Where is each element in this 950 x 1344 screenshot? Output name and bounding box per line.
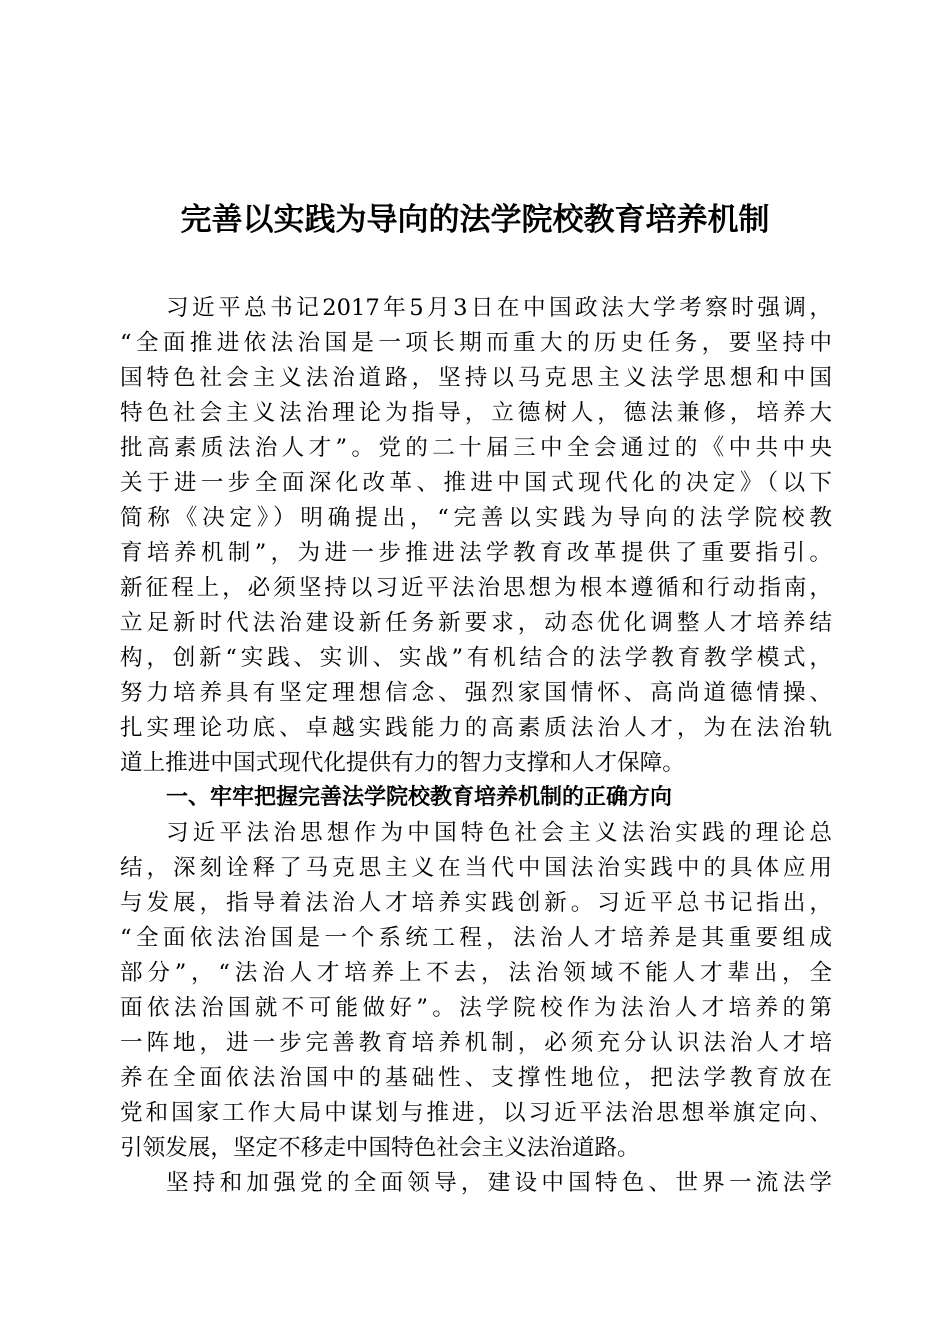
paragraph-1-line: 习近平总书记2017年5月3日在中国政法大学考察时强调， [166, 295, 832, 321]
paragraph-1-line: 简称《决定》）明确提出，“完善以实践为导向的法学院校教 [120, 505, 832, 531]
paragraph-1-line: 国特色社会主义法治道路，坚持以马克思主义法学思想和中国 [120, 365, 832, 391]
paragraph-1-line: 特色社会主义法治理论为指导，立德树人，德法兼修，培养大 [120, 400, 832, 426]
paragraph-1-line: 育培养机制”，为进一步推进法学教育改革提供了重要指引。 [120, 540, 832, 566]
paragraph-1-line: 立足新时代法治建设新任务新要求，动态优化调整人才培养结 [120, 610, 832, 636]
paragraph-1-line: 批高素质法治人才”。党的二十届三中全会通过的《中共中央 [120, 435, 832, 461]
paragraph-2-line: 习近平法治思想作为中国特色社会主义法治实践的理论总 [166, 820, 832, 846]
paragraph-3-line: 坚持和加强党的全面领导，建设中国特色、世界一流法学 [166, 1170, 832, 1196]
paragraph-2-line: 面依法治国就不可能做好”。法学院校作为法治人才培养的第 [120, 995, 832, 1021]
paragraph-2-line: 养在全面依法治国中的基础性、支撑性地位，把法学教育放在 [120, 1065, 832, 1091]
paragraph-1-line: 努力培养具有坚定理想信念、强烈家国情怀、高尚道德情操、 [120, 680, 832, 706]
paragraph-2-line: 党和国家工作大局中谋划与推进，以习近平法治思想举旗定向、 [120, 1100, 832, 1126]
paragraph-1-line: 扎实理论功底、卓越实践能力的高素质法治人才，为在法治轨 [120, 715, 832, 741]
section-heading: 一、牢牢把握完善法学院校教育培养机制的正确方向 [166, 785, 673, 810]
paragraph-1-line: 关于进一步全面深化改革、推进中国式现代化的决定》（以下 [120, 470, 832, 496]
paragraph-1-line: 构，创新“实践、实训、实战”有机结合的法学教育教学模式， [120, 645, 832, 671]
paragraph-2-line: 结，深刻诠释了马克思主义在当代中国法治实践中的具体应用 [120, 855, 832, 881]
document-title: 完善以实践为导向的法学院校教育培养机制 [180, 202, 770, 238]
paragraph-2-line: 部分”，“法治人才培养上不去，法治领域不能人才辈出，全 [120, 960, 832, 986]
paragraph-1-line: “全面推进依法治国是一项长期而重大的历史任务，要坚持中 [120, 330, 832, 356]
paragraph-1-line: 新征程上，必须坚持以习近平法治思想为根本遵循和行动指南， [120, 575, 832, 601]
paragraph-2-line: “全面依法治国是一个系统工程，法治人才培养是其重要组成 [120, 925, 832, 951]
paragraph-2-line: 与发展，指导着法治人才培养实践创新。习近平总书记指出， [120, 890, 832, 916]
paragraph-2-line: 引领发展，坚定不移走中国特色社会主义法治道路。 [120, 1135, 640, 1161]
paragraph-2-line: 一阵地，进一步完善教育培养机制，必须充分认识法治人才培 [120, 1030, 832, 1056]
paragraph-1-line: 道上推进中国式现代化提供有力的智力支撑和人才保障。 [120, 750, 685, 776]
